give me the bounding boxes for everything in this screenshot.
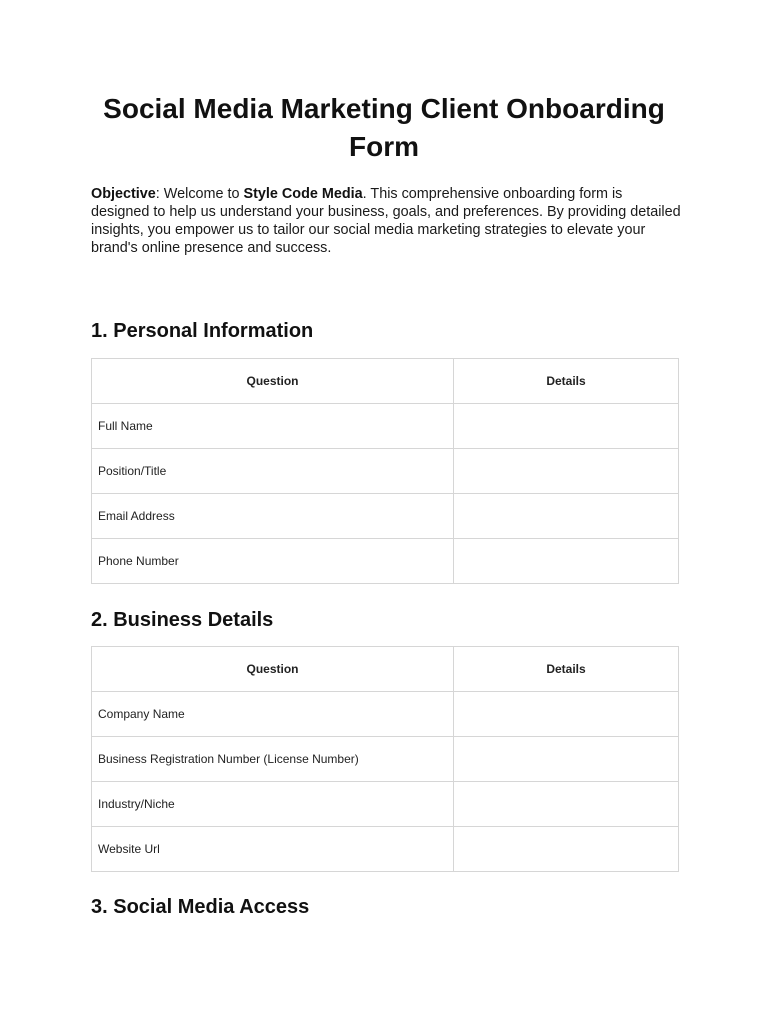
details-field[interactable] (454, 494, 679, 539)
table-row (92, 782, 679, 827)
table-header-row (92, 647, 679, 692)
details-field[interactable] (454, 692, 679, 737)
intro-paragraph (91, 185, 681, 257)
question-cell: Website Url (92, 827, 454, 872)
column-header-details: Details (454, 359, 679, 404)
business-details-table (91, 646, 679, 872)
column-header-question: Question (92, 647, 454, 692)
table-row (92, 404, 679, 449)
intro-text-a: : Welcome to (155, 186, 244, 202)
details-field[interactable] (454, 827, 679, 872)
table-row (92, 827, 679, 872)
column-header-details: Details (454, 647, 679, 692)
question-cell: Full Name (92, 404, 454, 449)
question-cell: Position/Title (92, 449, 454, 494)
section-heading-social-media-access: 3. Social Media Access (91, 896, 310, 918)
question-cell: Company Name (92, 692, 454, 737)
details-field[interactable] (454, 737, 679, 782)
table-row (92, 449, 679, 494)
page-title: Social Media Marketing Client Onboarding Form (103, 93, 665, 162)
table-row (92, 539, 679, 584)
details-field[interactable] (454, 449, 679, 494)
section-heading-personal-information: 1. Personal Information (91, 320, 314, 342)
details-field[interactable] (454, 539, 679, 584)
table-row (92, 494, 679, 539)
details-field[interactable] (454, 782, 679, 827)
personal-information-table (91, 358, 679, 584)
table-row (92, 692, 679, 737)
section-heading-business-details: 2. Business Details (91, 609, 274, 631)
question-cell: Industry/Niche (92, 782, 454, 827)
details-field[interactable] (454, 404, 679, 449)
question-cell: Business Registration Number (License Number) (92, 737, 454, 782)
table-header-row (92, 359, 679, 404)
column-header-question: Question (92, 359, 454, 404)
brand-name: Style Code Media (243, 186, 363, 202)
table-row (92, 737, 679, 782)
intro-text-b: . This comprehensive onboarding form is designed to help us understand your business, goals, and preferences. By providing detailed insights, you empower us to tailor our social media marketing strategies to elevate your brand's online presence and success. (91, 186, 681, 256)
question-cell: Email Address (92, 494, 454, 539)
question-cell: Phone Number (92, 539, 454, 584)
objective-label: Objective (91, 186, 156, 202)
